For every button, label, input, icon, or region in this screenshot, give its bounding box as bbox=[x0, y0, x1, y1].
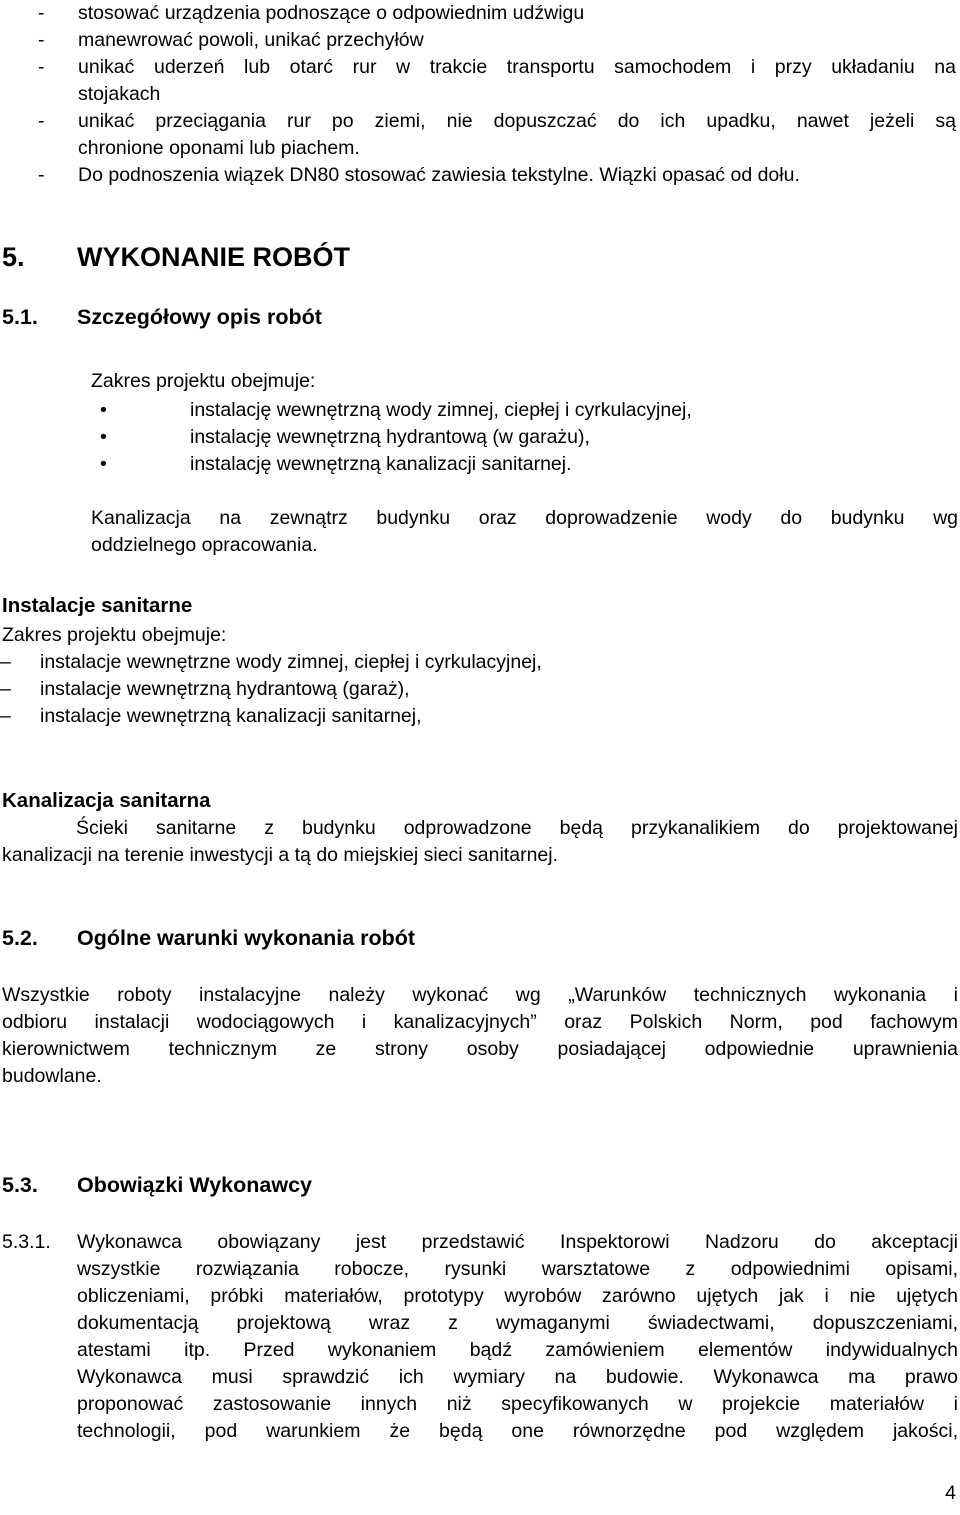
contractor-duties-line: obliczeniami, próbki materiałów, prototypy wyrobów zarówno ujętych jak i nie ujętych bbox=[77, 1285, 958, 1307]
section-5-2-number: 5.2. bbox=[2, 926, 38, 950]
bullet-item: instalację wewnętrzną kanalizacji sanitarnej. bbox=[190, 453, 572, 475]
dash-marker: – bbox=[0, 651, 11, 673]
list-marker: - bbox=[38, 110, 45, 132]
bullet-marker: • bbox=[100, 453, 107, 475]
sewage-line: Ścieki sanitarne z budynku odprowadzone będą przykanalikiem do projektowanej bbox=[76, 817, 958, 839]
section-5-title: WYKONANIE ROBÓT bbox=[77, 242, 350, 272]
section-5-1-title: Szczegółowy opis robót bbox=[77, 305, 322, 329]
list-marker: - bbox=[38, 164, 45, 186]
external-note-line: Kanalizacja na zewnątrz budynku oraz doprowadzenie wody do budynku wg bbox=[91, 507, 958, 529]
general-conditions-line: Wszystkie roboty instalacyjne należy wykonać wg „Warunków technicznych wykonania i bbox=[2, 984, 958, 1006]
list-item-continuation: stojakach bbox=[78, 83, 161, 105]
list-marker: - bbox=[38, 2, 45, 24]
dash-marker: – bbox=[0, 678, 11, 700]
list-item-continuation: chronione oponami lub piachem. bbox=[78, 137, 360, 159]
bullet-marker: • bbox=[100, 399, 107, 421]
section-5-1-number: 5.1. bbox=[2, 305, 38, 329]
list-item: unikać uderzeń lub otarć rur w trakcie transportu samochodem i przy układaniu na bbox=[78, 56, 956, 78]
general-conditions-line: odbioru instalacji wodociągowych i kanalizacyjnych” oraz Polskich Norm, pod fachowym bbox=[2, 1011, 958, 1033]
contractor-duties-line: atestami itp. Przed wykonaniem bądź zamówieniem elementów indywidualnych bbox=[77, 1339, 958, 1361]
installations-intro: Zakres projektu obejmuje: bbox=[2, 624, 227, 646]
page-number: 4 bbox=[945, 1482, 956, 1504]
installation-item: instalacje wewnętrzną hydrantową (garaż), bbox=[40, 678, 410, 700]
list-item: Do podnoszenia wiązek DN80 stosować zawiesia tekstylne. Wiązki opasać od dołu. bbox=[78, 164, 800, 186]
section-5-2-title: Ogólne warunki wykonania robót bbox=[77, 926, 416, 950]
list-item: stosować urządzenia podnoszące o odpowiednim udźwigu bbox=[78, 2, 585, 24]
external-note-line: oddzielnego opracowania. bbox=[91, 534, 318, 556]
list-marker: - bbox=[38, 56, 45, 78]
bullet-marker: • bbox=[100, 426, 107, 448]
general-conditions-line: budowlane. bbox=[2, 1065, 102, 1087]
contractor-duties-line: dokumentacją projektową wraz z wymaganymi świadectwami, dopuszczeniami, bbox=[77, 1312, 958, 1334]
list-item: unikać przeciągania rur po ziemi, nie dopuszczać do ich upadku, nawet jeżeli są bbox=[78, 110, 956, 132]
contractor-duties-line: proponować zastosowanie innych niż specyfikowanych w projekcie materiałów i bbox=[77, 1393, 958, 1415]
installations-heading: Instalacje sanitarne bbox=[2, 594, 193, 617]
contractor-duties-line: technologii, pod warunkiem że będą one równorzędne pod względem jakości, bbox=[77, 1420, 958, 1442]
dash-marker: – bbox=[0, 705, 11, 727]
section-5-3-title: Obowiązki Wykonawcy bbox=[77, 1173, 312, 1197]
bullet-item: instalację wewnętrzną wody zimnej, ciepłej i cyrkulacyjnej, bbox=[190, 399, 692, 421]
list-item: manewrować powoli, unikać przechyłów bbox=[78, 29, 424, 51]
sewage-heading: Kanalizacja sanitarna bbox=[2, 789, 211, 812]
installation-item: instalacje wewnętrzną kanalizacji sanitarnej, bbox=[40, 705, 422, 727]
section-5-number: 5. bbox=[2, 242, 25, 272]
general-conditions-line: kierownictwem technicznym ze strony osoby posiadającej odpowiednie uprawnienia bbox=[2, 1038, 958, 1060]
section-5-3-number: 5.3. bbox=[2, 1173, 38, 1197]
installation-item: instalacje wewnętrzne wody zimnej, ciepłej i cyrkulacyjnej, bbox=[40, 651, 542, 673]
sewage-line: kanalizacji na terenie inwestycji a tą do miejskiej sieci sanitarnej. bbox=[2, 844, 559, 866]
section-5-3-1-number: 5.3.1. bbox=[2, 1231, 51, 1253]
scope-intro: Zakres projektu obejmuje: bbox=[91, 370, 316, 392]
list-marker: - bbox=[38, 29, 45, 51]
contractor-duties-line: Wykonawca obowiązany jest przedstawić Inspektorowi Nadzoru do akceptacji bbox=[77, 1231, 958, 1253]
contractor-duties-line: Wykonawca musi sprawdzić ich wymiary na budowie. Wykonawca ma prawo bbox=[77, 1366, 958, 1388]
contractor-duties-line: wszystkie rozwiązania robocze, rysunki warsztatowe z odpowiednimi opisami, bbox=[77, 1258, 958, 1280]
bullet-item: instalację wewnętrzną hydrantową (w garażu), bbox=[190, 426, 590, 448]
